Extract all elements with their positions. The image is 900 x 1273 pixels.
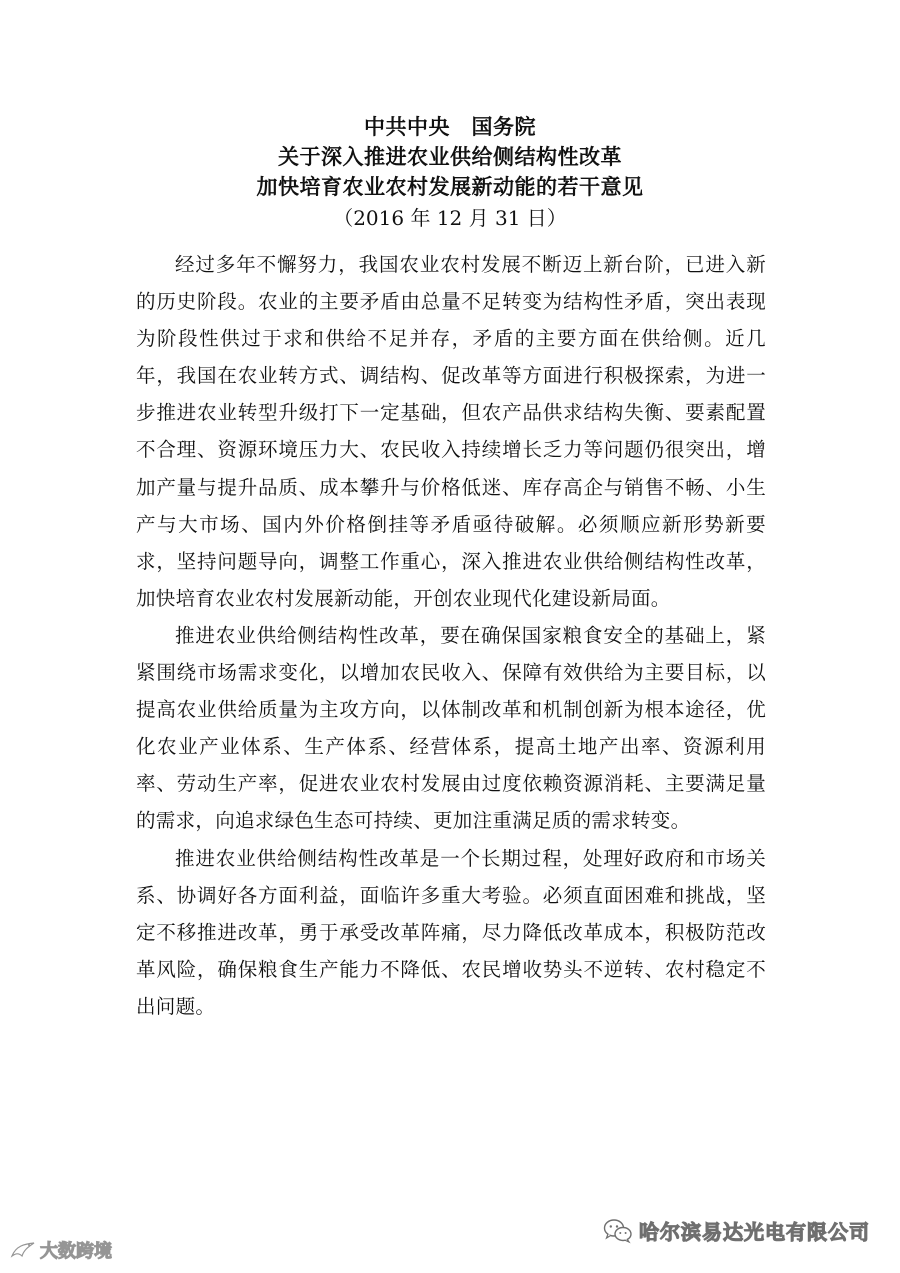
company-signature — [603, 1216, 870, 1245]
document-title-block — [0, 112, 900, 234]
title-date: （2016 年 12 月 31 日） — [333, 206, 567, 230]
title-main-line1: 关于深入推进农业供给侧结构性改革 — [278, 145, 622, 169]
wechat-icon — [603, 1218, 633, 1244]
watermark-text: 大数跨境 — [40, 1241, 112, 1262]
paragraph-2: 推进农业供给侧结构性改革，要在确保国家粮食安全的基础上，紧紧围绕市场需求变化，以增加农民收入、保障有效供给为主要目标，以提高农业供给质量为主攻方向，以体制改革和机制创新为根本途径，优化农业产业体系、生产体系、经营体系，提高土地产出率、资源利用率、劳动生产率，促进农业农村发展由过度依赖资源消耗、主要满足量的需求，向追求绿色生态可持续、更加注重满足质的需求转变。 — [136, 623, 766, 833]
document-body — [136, 246, 766, 1025]
company-name: 哈尔滨易达光电有限公司 — [639, 1220, 870, 1244]
watermark — [10, 1237, 112, 1263]
paragraph-1: 经过多年不懈努力，我国农业农村发展不断迈上新台阶，已进入新的历史阶段。农业的主要矛盾由总量不足转变为结构性矛盾，突出表现为阶段性供过于求和供给不足并存，矛盾的主要方面在供给侧。近几年，我国在农业转方式、调结构、促改革等方面进行积极探索，为进一步推进农业转型升级打下一定基础，但农产品供求结构失衡、要素配置不合理、资源环境压力大、农民收入持续增长乏力等问题仍很突出，增加产量与提升品质、成本攀升与价格低迷、库存高企与销售不畅、小生产与大市场、国内外价格倒挂等矛盾亟待破解。必须顺应新形势新要求，坚持问题导向，调整工作重心，深入推进农业供给侧结构性改革，加快培育农业农村发展新动能，开创农业现代化建设新局面。 — [136, 253, 766, 610]
bird-logo-icon — [10, 1240, 36, 1260]
paragraph-3: 推进农业供给侧结构性改革是一个长期过程，处理好政府和市场关系、协调好各方面利益，面临许多重大考验。必须直面困难和挑战，坚定不移推进改革，勇于承受改革阵痛，尽力降低改革成本，积极防范改革风险，确保粮食生产能力不降低、农民增收势头不逆转、农村稳定不出问题。 — [136, 846, 766, 1018]
title-main-line2: 加快培育农业农村发展新动能的若干意见 — [256, 175, 644, 199]
title-issuer: 中共中央 国务院 — [364, 115, 536, 139]
